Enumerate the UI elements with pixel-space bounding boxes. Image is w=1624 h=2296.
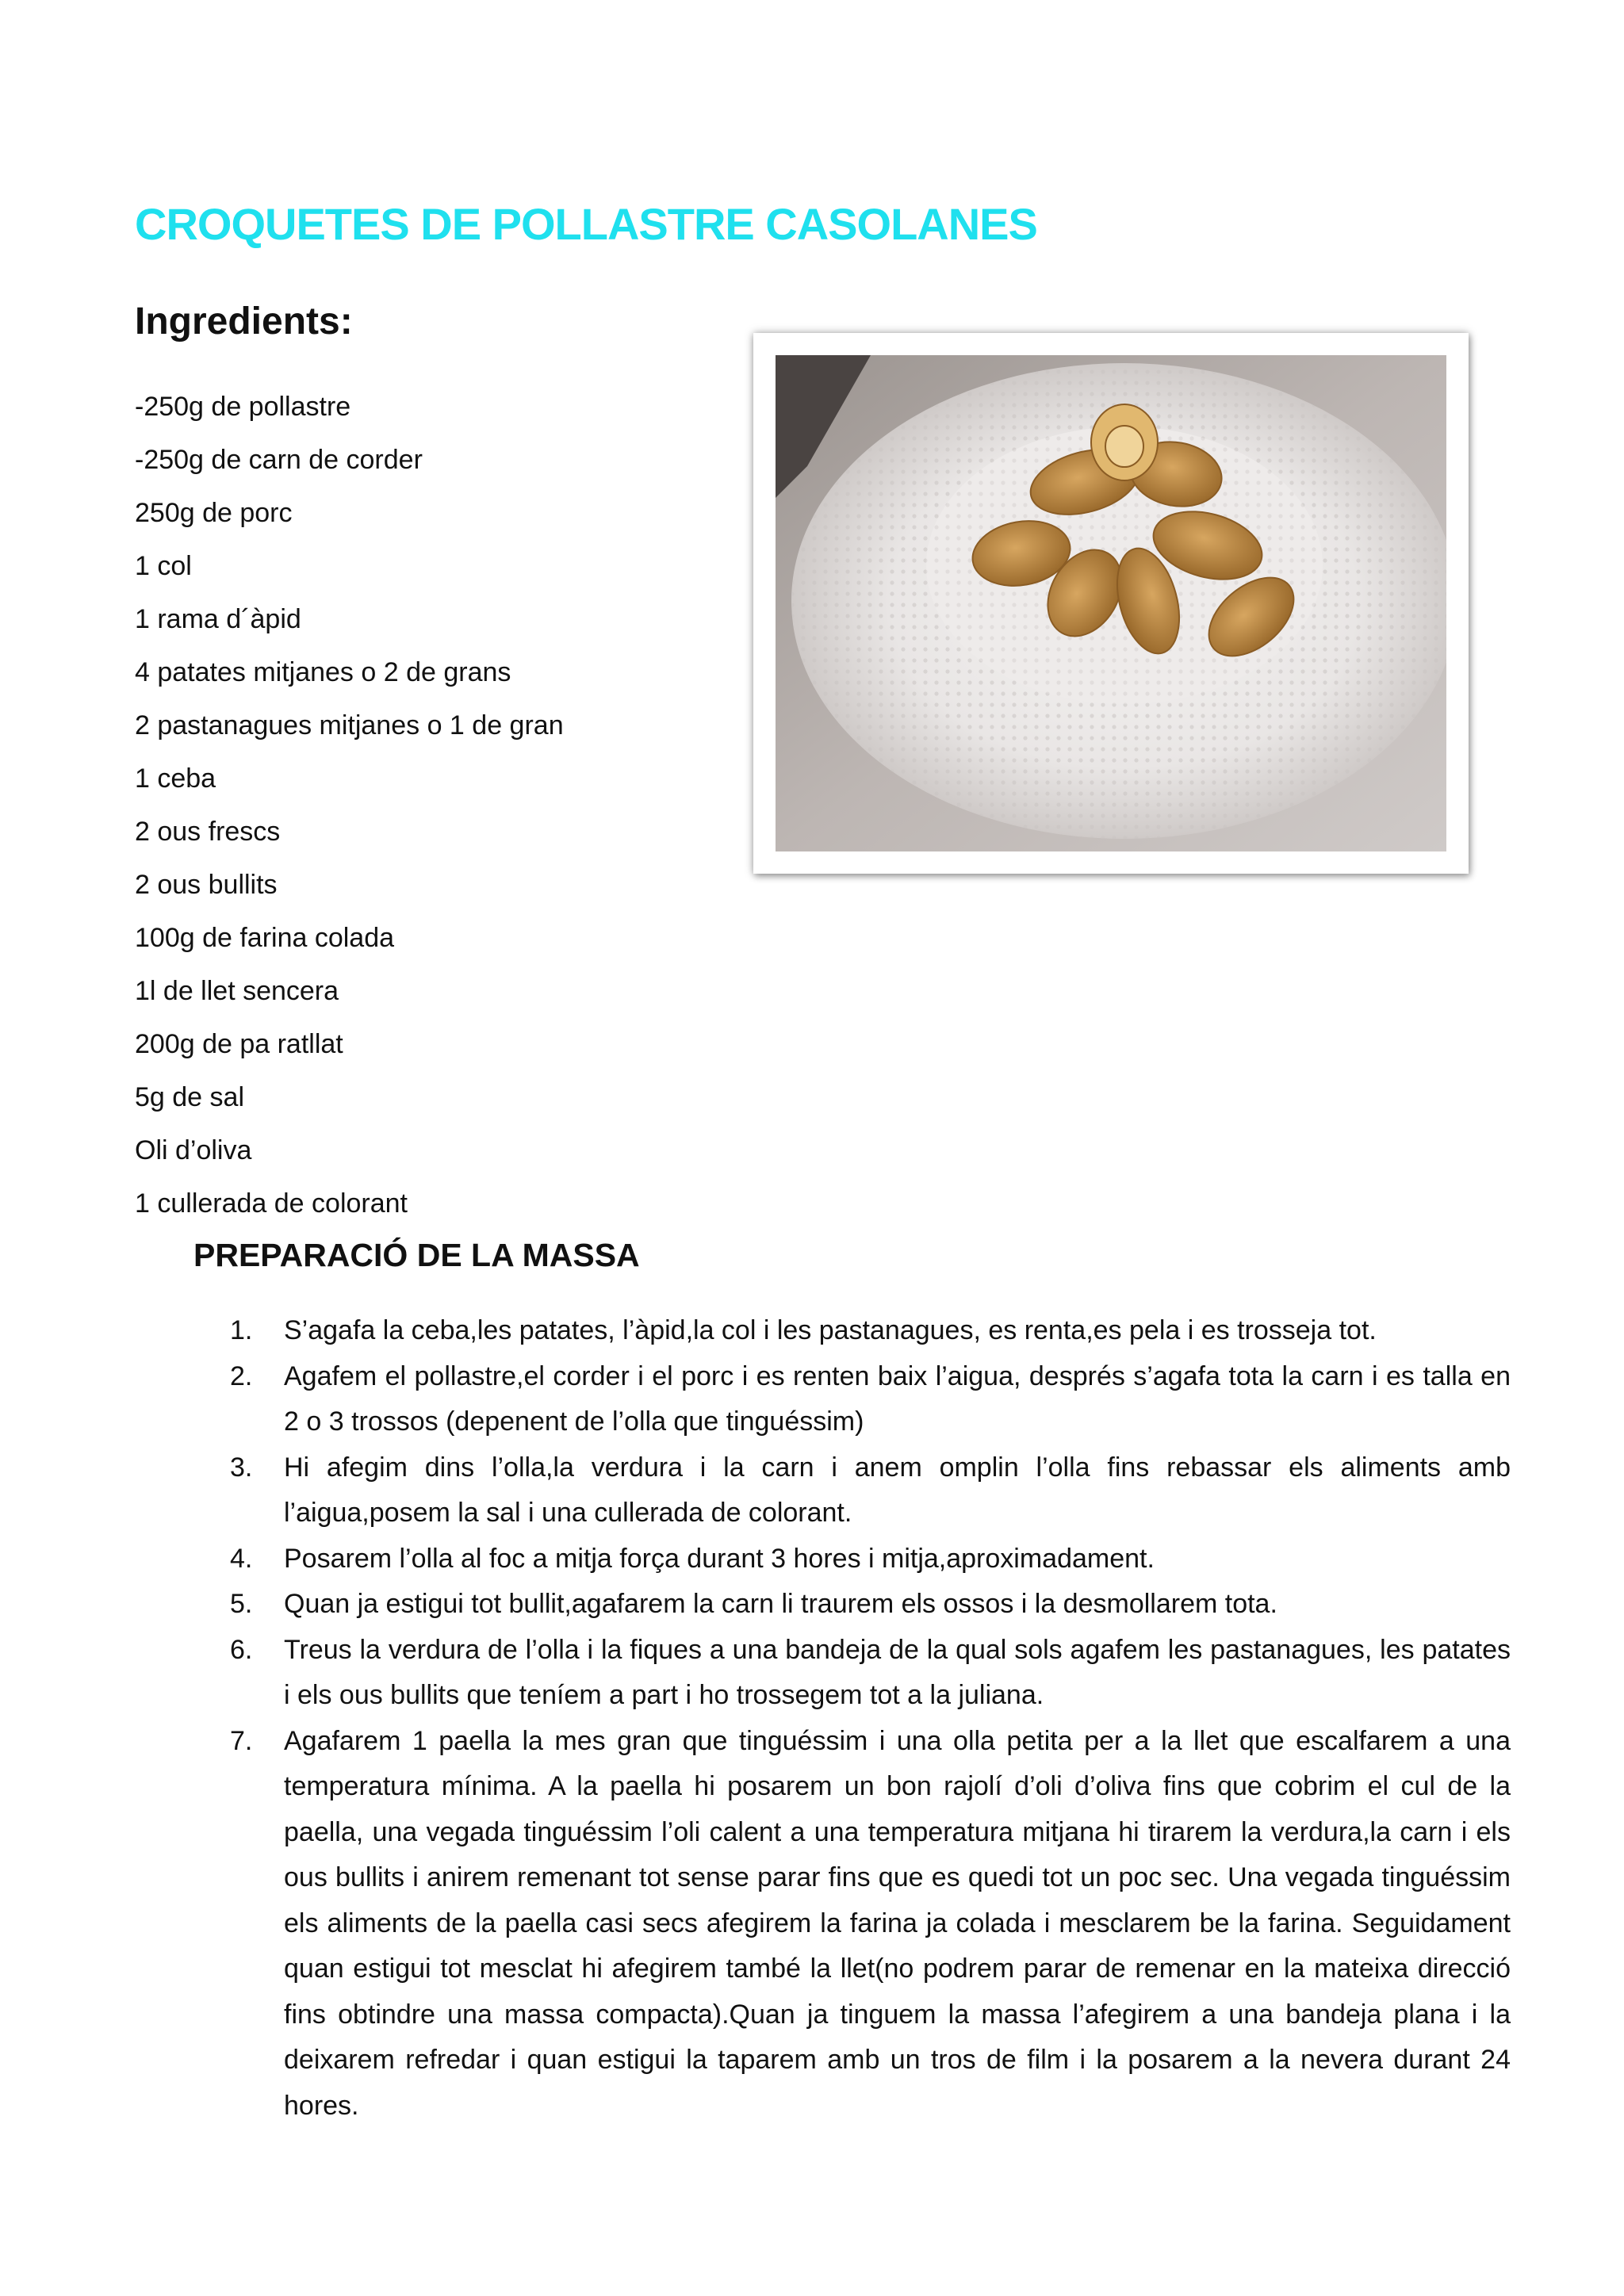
ingredient-item: 1l de llet sencera [135, 976, 339, 1006]
preparation-heading: PREPARACIÓ DE LA MASSA [193, 1237, 640, 1273]
step-item [230, 1445, 1511, 1536]
step-text: Quan ja estigui tot bullit,agafarem la carn li traurem els ossos i la desmollarem tota. [284, 1589, 1277, 1619]
step-text: Agafarem 1 paella la mes gran que tinguéssim i una olla petita per a la llet que escalfarem a una temperatura mínima. A la paella hi posarem un bon rajolí d’oli d’oliva fins que cobrim el cul de la paella, una vegada tinguéssim l’oli calent a una temperatura mitjana hi tirarem la verdura,la carn i els ous bullits i anirem remenant tot sense parar fins que es quedi tot un poc sec. Una vegada tinguéssim els aliments de la paella casi secs afegirem la farina ja colada i mesclarem be la farina. Seguidament quan estigui tot mesclat hi afegirem també la llet(no podrem parar de remenar en la mateixa direcció fins obtindre una massa compacta).Quan ja tinguem la massa l’afegirem a una bandeja plana i la deixarem refredar i quan estigui la taparem amb un tros de film i la posarem a la nevera durant 24 hores. [284, 1725, 1511, 2121]
step-item [230, 1308, 1511, 1354]
step-text: Posarem l’olla al foc a mitja força durant 3 hores i mitja,aproximadament. [284, 1543, 1155, 1574]
step-text: Treus la verdura de l’olla i la fiques a una bandeja de la qual sols agafem les pastanagues, les patates i els ous bullits que teníem a part i ho trossegem tot a la juliana. [284, 1634, 1511, 1710]
step-item [230, 1582, 1511, 1628]
step-number: 5. [230, 1589, 253, 1619]
croquettes-photo-image [776, 355, 1446, 851]
ingredient-item: 1 cullerada de colorant [135, 1188, 408, 1219]
step-item [230, 1536, 1511, 1582]
step-item [230, 1719, 1511, 2130]
ingredient-item: 2 pastanagues mitjanes o 1 de gran [135, 710, 564, 740]
ingredient-item: 200g de pa ratllat [135, 1029, 343, 1059]
ingredient-item: Oli d’oliva [135, 1135, 252, 1165]
ingredients-heading: Ingredients: [135, 300, 353, 342]
step-number: 2. [230, 1360, 253, 1391]
step-number: 1. [230, 1315, 253, 1345]
ingredient-item: 2 ous bullits [135, 870, 278, 900]
ingredient-item: 1 col [135, 551, 192, 581]
preparation-steps [230, 1308, 1511, 2129]
ingredient-item: -250g de pollastre [135, 392, 351, 422]
step-text: Agafem el pollastre,el corder i el porc i es renten baix l’aigua, després s’agafa tota la carn i es talla en 2 o 3 trossos (depenent de l’olla que tinguéssim) [284, 1360, 1511, 1437]
ingredient-item: 250g de porc [135, 498, 293, 528]
croquettes-photo [753, 333, 1469, 874]
step-number: 3. [230, 1452, 253, 1483]
step-number: 7. [230, 1725, 253, 1756]
page-title: CROQUETES DE POLLASTRE CASOLANES [135, 199, 1037, 249]
ingredient-item: 5g de sal [135, 1082, 244, 1112]
step-number: 6. [230, 1634, 253, 1665]
ingredient-item: -250g de carn de corder [135, 445, 423, 475]
ingredient-item: 2 ous frescs [135, 817, 281, 847]
step-item [230, 1354, 1511, 1445]
ingredient-item: 1 ceba [135, 763, 216, 794]
ingredients-list [135, 381, 564, 1230]
step-text: Hi afegim dins l’olla,la verdura i la carn i anem omplin l’olla fins rebassar els aliments amb l’aigua,posem la sal i una cullerada de colorant. [284, 1452, 1511, 1528]
step-number: 4. [230, 1543, 253, 1574]
ingredient-item: 4 patates mitjanes o 2 de grans [135, 657, 511, 687]
ingredient-item: 1 rama d´àpid [135, 604, 301, 634]
ingredient-item: 100g de farina colada [135, 923, 395, 953]
step-text: S’agafa la ceba,les patates, l’àpid,la col i les pastanagues, es renta,es pela i es trosseja tot. [284, 1315, 1377, 1345]
step-item [230, 1628, 1511, 1719]
